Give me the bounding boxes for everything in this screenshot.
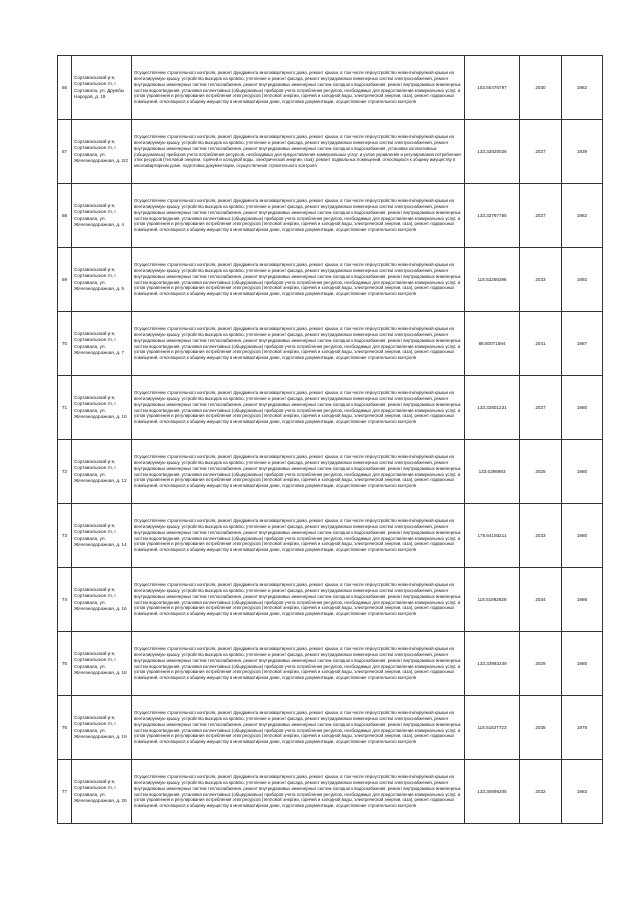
built-year-cell: 1939 — [562, 120, 603, 184]
built-year-cell: 1983 — [562, 760, 603, 824]
works-cell: Осуществление строительного контроля, ремонт фундамента многоквартирного дома, ремонт крыши, в том числе переустройство невентилируемой крыши на вентилируемую крышу, устройство выходов на кровлю, утепление и ремонт фасада, ремонт внутридомовых инженерных систем электроснабжения, ремонт внутридомовых инженерных систем теплоснабжения, ремонт внутридомовых инженерных систем холодного водоснабжения, установка коллективных (общедомовых) приборов учета потребления ресурсов, необходимых для предоставления коммунальных услуг, и узлов управления и регулирования потребления этих ресурсов (тепловой энергии, горячей и холодной воды, электрической энергии, газа), ремонт подвальных помещений, относящихся к общему имуществу в многоквартирном доме, подготовка документации, осуществление строительного контроля — [132, 120, 465, 184]
cost-cell: 133.30696205 — [465, 760, 520, 824]
planned-year-cell: 2025 — [520, 440, 562, 504]
row-number: 77 — [58, 760, 72, 824]
address-cell: Сортавальский р-н, Сортавальское гп, г. Сортавала, ул. Железнодорожная, д. 7 — [72, 312, 132, 376]
built-year-cell: 1980 — [562, 504, 603, 568]
row-number: 74 — [58, 568, 72, 632]
planned-year-cell: 2027 — [520, 184, 562, 248]
cost-cell: 133.32820026 — [465, 120, 520, 184]
planned-year-cell: 2030 — [520, 56, 562, 120]
works-cell: Осуществление строительного контроля, ремонт фундамента многоквартирного дома, ремонт крыши, в том числе переустройство невентилируемой крыши на вентилируемую крышу, устройство выходов на кровлю, утепление и ремонт фасада, ремонт внутридомовых инженерных систем электроснабжения, ремонт внутридомовых инженерных систем теплоснабжения, ремонт внутридомовых инженерных систем холодного водоснабжения, ремонт внутридомовых инженерных систем водоотведения, установка коллективных (общедомовых) приборов учета потребления ресурсов, необходимых для предоставления коммунальных услуг, и узлов управления и регулирования потребления этих ресурсов (тепловой энергии, горячей и холодной воды, электрической энергии, газа), ремонт подвальных помещений, относящихся к общему имуществу в многоквартирном доме, подготовка документации, осуществление строительного контроля — [132, 440, 465, 504]
row-number: 75 — [58, 632, 72, 696]
row-number: 70 — [58, 312, 72, 376]
table-row — [58, 568, 603, 632]
works-cell: Осуществление строительного контроля, ремонт фундамента многоквартирного дома, ремонт крыши, в том числе переустройство невентилируемой крыши на вентилируемую крышу, устройство выходов на кровлю, утепление и ремонт фасада, ремонт внутридомовых инженерных систем электроснабжения, ремонт внутридомовых инженерных систем теплоснабжения, ремонт внутридомовых инженерных систем холодного водоснабжения, ремонт внутридомовых инженерных систем водоотведения, установка коллективных (общедомовых) приборов учета потребления ресурсов, необходимых для предоставления коммунальных услуг, и узлов управления и регулирования потребления этих ресурсов (тепловой энергии, горячей и холодной воды, электрической энергии, газа), ремонт подвальных помещений, относящихся к общему имуществу в многоквартирном доме, подготовка документации, осуществление строительного контроля — [132, 696, 465, 760]
cost-cell: 103.50476797 — [465, 56, 520, 120]
address-cell: Сортавальский р-н, Сортавальское гп, г. Сортавала, ул. Железнодорожная, д. 20 — [72, 760, 132, 824]
table-row — [58, 504, 603, 568]
address-cell: Сортавальский р-н, Сортавальское гп, г. Сортавала, ул. Железнодорожная, д. 14 — [72, 504, 132, 568]
cost-cell: 133.32801231 — [465, 376, 520, 440]
cost-cell: 133.6399993 — [465, 440, 520, 504]
table-row — [58, 184, 603, 248]
planned-year-cell: 2033 — [520, 504, 562, 568]
table-row — [58, 248, 603, 312]
planned-year-cell: 2027 — [520, 120, 562, 184]
address-cell: Сортавальский р-н, Сортавальское гп, г. Сортавала, ул. Железнодорожная, д. 10 — [72, 376, 132, 440]
works-cell: Осуществление строительного контроля, ремонт фундамента многоквартирного дома, ремонт крыши, в том числе переустройство невентилируемой крыши на вентилируемую крышу, устройство выходов на кровлю, утепление и ремонт фасада, ремонт внутридомовых инженерных систем электроснабжения, ремонт внутридомовых инженерных систем теплоснабжения, ремонт внутридомовых инженерных систем холодного водоснабжения, ремонт внутридомовых инженерных систем водоотведения, установка коллективных (общедомовых) приборов учета потребления ресурсов, необходимых для предоставления коммунальных услуг, и узлов управления и регулирования потребления этих ресурсов (тепловой энергии, горячей и холодной воды, электрической энергии, газа), ремонт подвальных помещений, относящихся к общему имуществу в многоквартирном доме, подготовка документации, осуществление строительного контроля — [132, 56, 465, 120]
works-cell: Осуществление строительного контроля, ремонт фундамента многоквартирного дома, ремонт крыши, в том числе переустройство невентилируемой крыши на вентилируемую крышу, устройство выходов на кровлю, утепление и ремонт фасада, ремонт внутридомовых инженерных систем электроснабжения, ремонт внутридомовых инженерных систем теплоснабжения, ремонт внутридомовых инженерных систем холодного водоснабжения, ремонт внутридомовых инженерных систем водоотведения, установка коллективных (общедомовых) приборов учета потребления ресурсов, необходимых для предоставления коммунальных услуг, и узлов управления и регулирования потребления этих ресурсов (тепловой энергии, горячей и холодной воды, электрической энергии, газа), ремонт подвальных помещений, относящихся к общему имуществу в многоквартирном доме, подготовка документации, осуществление строительного контроля — [132, 504, 465, 568]
works-cell: Осуществление строительного контроля, ремонт фундамента многоквартирного дома, ремонт крыши, в том числе переустройство невентилируемой крыши на вентилируемую крышу, устройство выходов на кровлю, утепление и ремонт фасада, ремонт внутридомовых инженерных систем электроснабжения, ремонт внутридомовых инженерных систем теплоснабжения, ремонт внутридомовых инженерных систем холодного водоснабжения, ремонт внутридомовых инженерных систем водоотведения, установка коллективных (общедомовых) приборов учета потребления ресурсов, необходимых для предоставления коммунальных услуг, и узлов управления и регулирования потребления этих ресурсов (тепловой энергии, горячей и холодной воды, электрической энергии, газа), ремонт подвальных помещений, относящихся к общему имуществу в многоквартирном доме, подготовка документации, осуществление строительного контроля — [132, 376, 465, 440]
built-year-cell: 1962 — [562, 184, 603, 248]
cost-cell: 88.50071594 — [465, 312, 520, 376]
address-cell: Сортавальский р-н, Сортавальское гп, г. Сортавала, ул. Дружбы Народов, д. 18 — [72, 56, 132, 120]
cost-cell: 115.51827723 — [465, 696, 520, 760]
built-year-cell: 1987 — [562, 312, 603, 376]
row-number: 66 — [58, 56, 72, 120]
built-year-cell: 1980 — [562, 376, 603, 440]
planned-year-cell: 2035 — [520, 696, 562, 760]
row-number: 69 — [58, 248, 72, 312]
cost-cell: 175.54193211 — [465, 504, 520, 568]
cost-cell: 115.51992828 — [465, 568, 520, 632]
address-cell: Сортавальский р-н, Сортавальское гп, г. Сортавала, ул. Железнодорожная, д. 2/2 — [72, 120, 132, 184]
table-row — [58, 632, 603, 696]
address-cell: Сортавальский р-н, Сортавальское гп, г. Сортавала, ул. Железнодорожная, д. 18 — [72, 632, 132, 696]
built-year-cell: 1985 — [562, 632, 603, 696]
row-number: 71 — [58, 376, 72, 440]
address-cell: Сортавальский р-н, Сортавальское гп, г. Сортавала, ул. Железнодорожная, д. 19 — [72, 696, 132, 760]
works-cell: Осуществление строительного контроля, ремонт фундамента многоквартирного дома, ремонт крыши, в том числе переустройство невентилируемой крыши на вентилируемую крышу, устройство выходов на кровлю, утепление и ремонт фасада, ремонт внутридомовых инженерных систем электроснабжения, ремонт внутридомовых инженерных систем теплоснабжения, ремонт внутридомовых инженерных систем холодного водоснабжения, ремонт внутридомовых инженерных систем водоотведения, установка коллективных (общедомовых) приборов учета потребления ресурсов, необходимых для предоставления коммунальных услуг, и узлов управления и регулирования потребления этих ресурсов (тепловой энергии, горячей и холодной воды, электрической энергии, газа), ремонт подвальных помещений, относящихся к общему имуществу в многоквартирном доме, подготовка документации, осуществление строительного контроля — [132, 184, 465, 248]
table-row — [58, 312, 603, 376]
address-cell: Сортавальский р-н, Сортавальское гп, г. Сортавала, ул. Железнодорожная, д. 5 — [72, 248, 132, 312]
row-number: 72 — [58, 440, 72, 504]
cost-cell: 133.32797765 — [465, 184, 520, 248]
planned-year-cell: 2033 — [520, 248, 562, 312]
address-cell: Сортавальский р-н, Сортавальское гп, г. Сортавала, ул. Железнодорожная, д. 16 — [72, 568, 132, 632]
works-cell: Осуществление строительного контроля, ремонт фундамента многоквартирного дома, ремонт крыши, в том числе переустройство невентилируемой крыши на вентилируемую крышу, устройство выходов на кровлю, утепление и ремонт фасада, ремонт внутридомовых инженерных систем электроснабжения, ремонт внутридомовых инженерных систем теплоснабжения, ремонт внутридомовых инженерных систем холодного водоснабжения, ремонт внутридомовых инженерных систем водоотведения, установка коллективных (общедомовых) приборов учета потребления ресурсов, необходимых для предоставления коммунальных услуг, и узлов управления и регулирования потребления этих ресурсов (тепловой энергии, горячей и холодной воды, электрической энергии, газа), ремонт подвальных помещений, относящихся к общему имуществу в многоквартирном доме, подготовка документации, осуществление строительного контроля — [132, 568, 465, 632]
planned-year-cell: 2029 — [520, 632, 562, 696]
built-year-cell: 1978 — [562, 696, 603, 760]
row-number: 73 — [58, 504, 72, 568]
table-row — [58, 696, 603, 760]
address-cell: Сортавальский р-н, Сортавальское гп, г. Сортавала, ул. Железнодорожная, д. 4 — [72, 184, 132, 248]
built-year-cell: 1962 — [562, 56, 603, 120]
cost-cell: 115.52268296 — [465, 248, 520, 312]
built-year-cell: 1980 — [562, 440, 603, 504]
works-table — [57, 55, 603, 824]
works-cell: Осуществление строительного контроля, ремонт фундамента многоквартирного дома, ремонт крыши, в том числе переустройство невентилируемой крыши на вентилируемую крышу, устройство выходов на кровлю, утепление и ремонт фасада, ремонт внутридомовых инженерных систем электроснабжения, ремонт внутридомовых инженерных систем теплоснабжения, ремонт внутридомовых инженерных систем холодного водоснабжения, ремонт внутридомовых инженерных систем водоотведения, установка коллективных (общедомовых) приборов учета потребления ресурсов, необходимых для предоставления коммунальных услуг, и узлов управления и регулирования потребления этих ресурсов (тепловой энергии, горячей и холодной воды, электрической энергии, газа), ремонт подвальных помещений, относящихся к общему имуществу в многоквартирном доме, подготовка документации, осуществление строительного контроля — [132, 632, 465, 696]
planned-year-cell: 2041 — [520, 312, 562, 376]
cost-cell: 133.33992249 — [465, 632, 520, 696]
planned-year-cell: 2034 — [520, 568, 562, 632]
built-year-cell: 1992 — [562, 248, 603, 312]
works-cell: Осуществление строительного контроля, ремонт фундамента многоквартирного дома, ремонт крыши, в том числе переустройство невентилируемой крыши на вентилируемую крышу, устройство выходов на кровлю, утепление и ремонт фасада, ремонт внутридомовых инженерных систем электроснабжения, ремонт внутридомовых инженерных систем теплоснабжения, ремонт внутридомовых инженерных систем холодного водоснабжения, ремонт внутридомовых инженерных систем водоотведения, установка коллективных (общедомовых) приборов учета потребления ресурсов, необходимых для предоставления коммунальных услуг, и узлов управления и регулирования потребления этих ресурсов (тепловой энергии, горячей и холодной воды, электрической энергии, газа), ремонт подвальных помещений, относящихся к общему имуществу в многоквартирном доме, подготовка документации, осуществление строительного контроля — [132, 760, 465, 824]
row-number: 67 — [58, 120, 72, 184]
table-row — [58, 120, 603, 184]
table-row — [58, 440, 603, 504]
table-row — [58, 760, 603, 824]
works-cell: Осуществление строительного контроля, ремонт фундамента многоквартирного дома, ремонт крыши, в том числе переустройство невентилируемой крыши на вентилируемую крышу, устройство выходов на кровлю, утепление и ремонт фасада, ремонт внутридомовых инженерных систем электроснабжения, ремонт внутридомовых инженерных систем теплоснабжения, ремонт внутридомовых инженерных систем холодного водоснабжения, ремонт внутридомовых инженерных систем водоотведения, установка коллективных (общедомовых) приборов учета потребления ресурсов, необходимых для предоставления коммунальных услуг, и узлов управления и регулирования потребления этих ресурсов (тепловой энергии, горячей и холодной воды, электрической энергии, газа), ремонт подвальных помещений, относящихся к общему имуществу в многоквартирном доме, подготовка документации, осуществление строительного контроля — [132, 312, 465, 376]
address-cell: Сортавальский р-н, Сортавальское гп, г. Сортавала, ул. Железнодорожная, д. 12 — [72, 440, 132, 504]
built-year-cell: 1986 — [562, 568, 603, 632]
table-row — [58, 376, 603, 440]
works-cell: Осуществление строительного контроля, ремонт фундамента многоквартирного дома, ремонт крыши, в том числе переустройство невентилируемой крыши на вентилируемую крышу, устройство выходов на кровлю, утепление и ремонт фасада, ремонт внутридомовых инженерных систем электроснабжения, ремонт внутридомовых инженерных систем теплоснабжения, ремонт внутридомовых инженерных систем холодного водоснабжения, ремонт внутридомовых инженерных систем водоотведения, установка коллективных (общедомовых) приборов учета потребления ресурсов, необходимых для предоставления коммунальных услуг, и узлов управления и регулирования потребления этих ресурсов (тепловой энергии, горячей и холодной воды, электрической энергии, газа), ремонт подвальных помещений, относящихся к общему имуществу в многоквартирном доме, подготовка документации, осуществление строительного контроля — [132, 248, 465, 312]
planned-year-cell: 2032 — [520, 760, 562, 824]
table-row — [58, 56, 603, 120]
planned-year-cell: 2027 — [520, 376, 562, 440]
row-number: 68 — [58, 184, 72, 248]
row-number: 76 — [58, 696, 72, 760]
